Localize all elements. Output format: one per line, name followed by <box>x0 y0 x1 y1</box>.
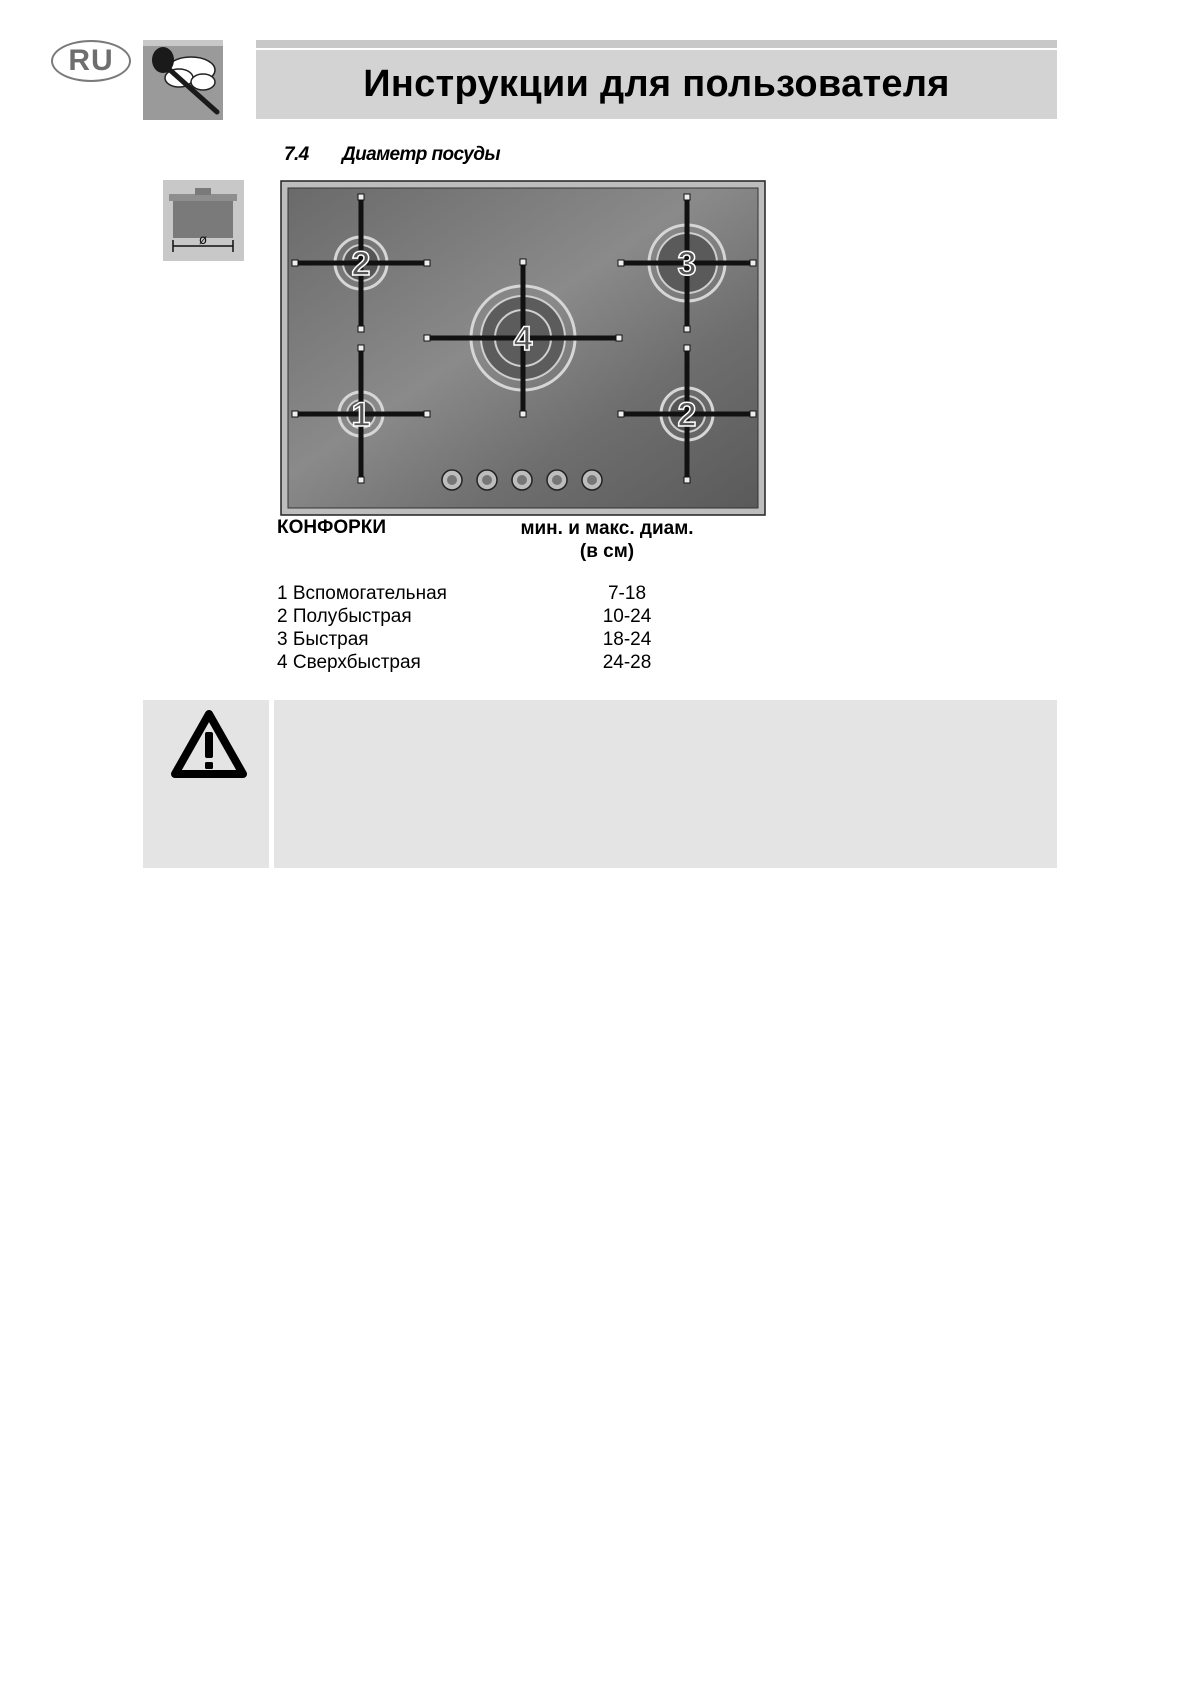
page-title: Инструкции для пользователя <box>363 63 950 105</box>
burner-name: 3 Быстрая <box>277 629 369 650</box>
burner-number: 4 <box>513 320 533 358</box>
burner-number: 2 <box>351 245 371 283</box>
chef-spoon-icon <box>143 40 223 120</box>
column-header-diameter-line2: (в см) <box>579 541 635 562</box>
burner-name: 2 Полубыстрая <box>277 606 412 627</box>
diameter-range: 7-18 <box>607 583 647 604</box>
burner-number: 2 <box>677 396 697 434</box>
burner-name: 1 Вспомогательная <box>277 583 447 604</box>
language-badge <box>51 40 131 82</box>
diameter-range: 18-24 <box>602 629 652 650</box>
section-title: Диаметр посуды <box>342 144 500 165</box>
hob-illustration <box>280 180 766 516</box>
column-header-diameter-line1: мин. и макс. диам. <box>520 518 694 539</box>
section-heading <box>284 144 500 166</box>
burner-number: 1 <box>351 396 371 434</box>
burner-name: 4 Сверхбыстрая <box>277 652 421 673</box>
header-bar <box>256 50 1057 119</box>
column-header-burners: КОНФОРКИ <box>277 517 387 538</box>
warning-text-panel <box>274 700 1057 868</box>
warning-icon-panel <box>143 700 269 868</box>
language-code: RU <box>68 44 114 77</box>
diameter-range: 10-24 <box>602 606 652 627</box>
column-header-diameter <box>507 517 707 563</box>
diameter-range: 24-28 <box>602 652 652 673</box>
pot-diameter-icon <box>163 180 244 261</box>
header-rule <box>256 40 1057 48</box>
section-number: 7.4 <box>284 144 309 165</box>
warning-triangle-icon <box>170 708 248 780</box>
burner-number: 3 <box>677 245 697 283</box>
diameter-symbol: ø <box>199 233 207 248</box>
